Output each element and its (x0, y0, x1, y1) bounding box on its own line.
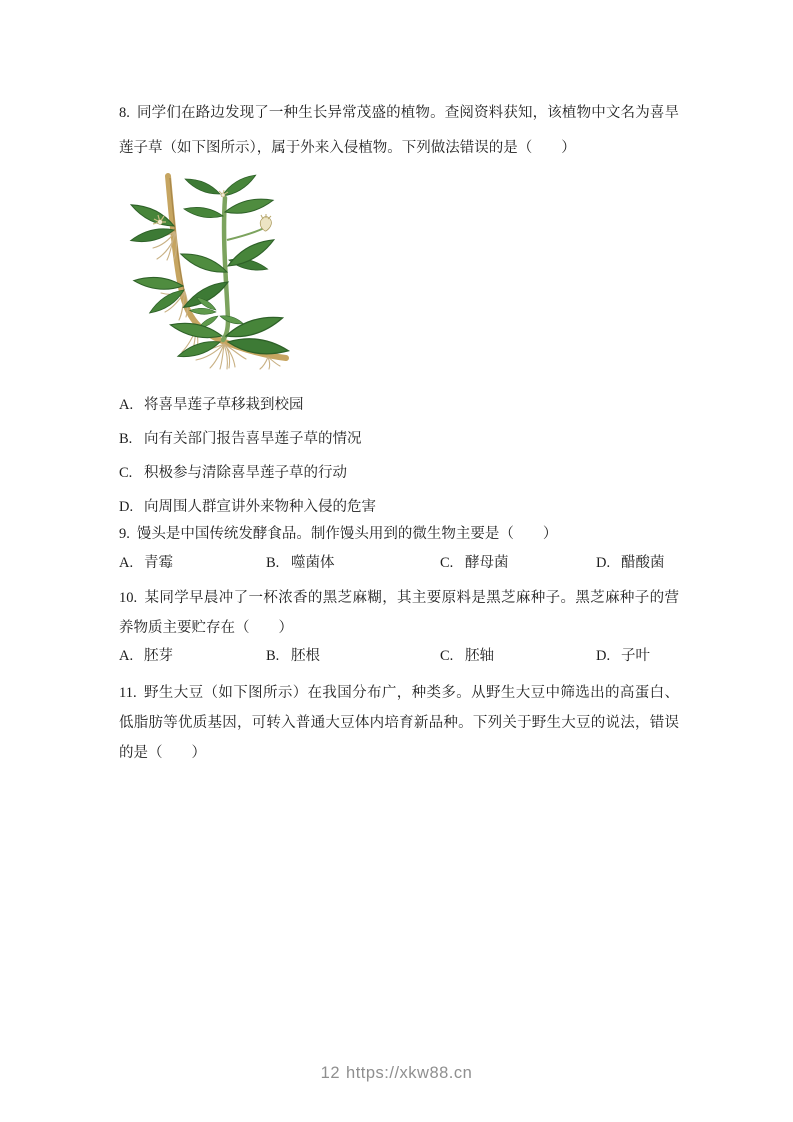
option-8c (119, 456, 719, 490)
option-9c-label: C. (440, 555, 454, 571)
question-11-text (119, 678, 679, 768)
option-8b-text: 向有关部门报告喜旱莲子草的情况 (144, 431, 362, 447)
option-10d (596, 641, 650, 671)
question-9-number: 9. (119, 526, 130, 542)
option-9d-label: D. (596, 555, 611, 571)
option-9c (440, 548, 509, 578)
option-10b-text: 胚根 (291, 648, 320, 664)
footer-url: https://xkw88.cn (346, 1064, 473, 1082)
question-10-number: 10. (119, 590, 138, 606)
question-8-options (119, 388, 719, 524)
option-10b (266, 641, 320, 671)
option-9d-text: 醋酸菌 (621, 555, 665, 571)
leaves (129, 172, 290, 361)
option-10d-text: 子叶 (621, 648, 650, 664)
question-8-body: 同学们在路边发现了一种生长异常茂盛的植物。查阅资料获知，该植物中文名为喜旱莲子草（如下图所示），属于外来入侵植物。下列做法错误的是（ ） (119, 105, 679, 156)
option-9a (119, 548, 173, 578)
option-8c-label: C. (119, 465, 133, 481)
option-8b (119, 422, 719, 456)
option-9b-label: B. (266, 555, 280, 571)
question-8-text (119, 96, 679, 166)
option-8d-label: D. (119, 499, 134, 515)
question-11-number: 11. (119, 685, 137, 701)
plant-illustration (128, 170, 333, 372)
option-8b-label: B. (119, 431, 133, 447)
option-8c-text: 积极参与清除喜旱莲子草的行动 (144, 465, 347, 481)
option-9b (266, 548, 335, 578)
option-10b-label: B. (266, 648, 280, 664)
option-10c-text: 胚轴 (465, 648, 494, 664)
option-8a-label: A. (119, 397, 134, 413)
option-10c-label: C. (440, 648, 454, 664)
page-footer (0, 1064, 793, 1083)
option-10c (440, 641, 494, 671)
flower-bud-center (260, 214, 271, 231)
option-9a-text: 青霉 (144, 555, 173, 571)
question-11-body: 野生大豆（如下图所示）在我国分布广，种类多。从野生大豆中筛选出的高蛋白、低脂肪等优质基因，可转入普通大豆体内培育新品种。下列关于野生大豆的说法，错误的是（ ） (119, 685, 679, 761)
option-10a-text: 胚芽 (144, 648, 173, 664)
option-9a-label: A. (119, 555, 134, 571)
option-9c-text: 酵母菌 (465, 555, 509, 571)
question-9-options (119, 548, 759, 578)
question-8-number: 8. (119, 105, 130, 121)
alligator-weed-image (128, 170, 333, 370)
page-number: 12 (320, 1064, 341, 1082)
option-9d (596, 548, 665, 578)
question-9-body: 馒头是中国传统发酵食品。制作馒头用到的微生物主要是（ ） (136, 526, 558, 542)
option-10a-label: A. (119, 648, 134, 664)
question-9-text (119, 519, 679, 549)
option-10d-label: D. (596, 648, 611, 664)
option-8a-text: 将喜旱莲子草移栽到校园 (144, 397, 304, 413)
option-8d-text: 向周围人群宣讲外来物种入侵的危害 (144, 499, 376, 515)
option-10a (119, 641, 173, 671)
option-8a (119, 388, 719, 422)
question-10-options (119, 641, 759, 671)
option-9b-text: 噬菌体 (291, 555, 335, 571)
question-10-text (119, 583, 679, 643)
question-10-body: 某同学早晨冲了一杯浓香的黑芝麻糊，其主要原料是黑芝麻种子。黑芝麻种子的营养物质主要贮存在（ ） (119, 590, 679, 636)
